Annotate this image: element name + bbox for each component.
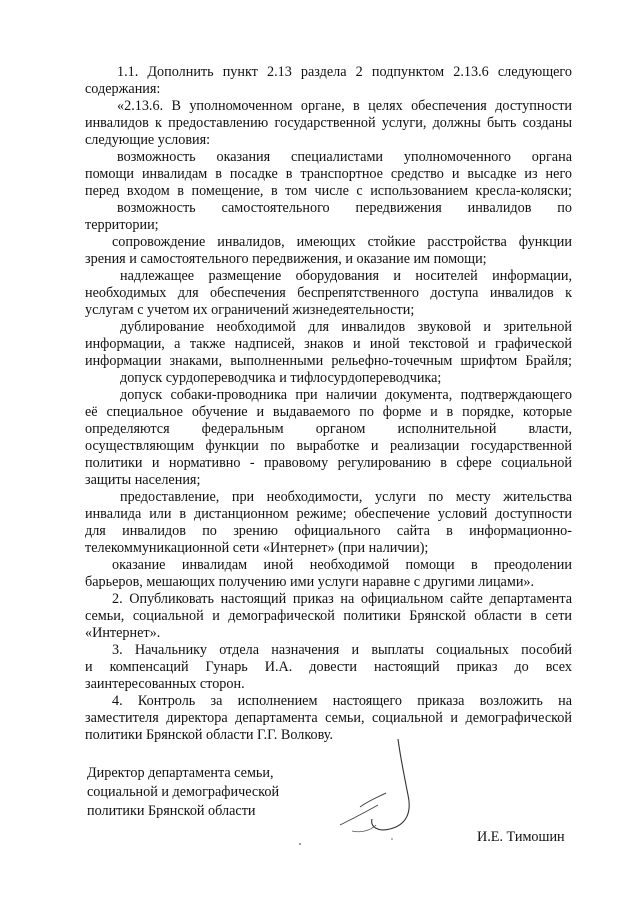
text-line: её специальное обучение и выдаваемого по форме и в порядке, которые	[85, 404, 572, 420]
signer-title-line: политики Брянской области	[87, 803, 256, 819]
text-line: помощи инвалидам в посадке в транспортное средство и высадке из него	[85, 166, 572, 182]
text-line: «Интернет».	[85, 625, 161, 641]
text-line: содержания:	[85, 81, 161, 97]
text-line: информации знаками, выполненными рельефно-точечным шрифтом Брайля;	[85, 353, 572, 369]
text-line: 4. Контроль за исполнением настоящего приказа возложить на	[112, 693, 572, 709]
text-line: перед входом в помещение, в том числе с использованием кресла-коляски;	[85, 183, 572, 199]
signer-title-line: социальной и демографической	[87, 784, 280, 800]
text-line: и компенсаций Гунарь И.А. довести настоящий приказ до всех	[85, 659, 572, 675]
text-line: политики Брянской области Г.Г. Волкову.	[85, 727, 334, 743]
text-line: определяются федеральным органом исполнительной власти,	[85, 421, 572, 437]
text-line: «2.13.6. В уполномоченном органе, в целях обеспечения доступности	[117, 98, 572, 114]
text-line: 3. Начальнику отдела назначения и выплаты социальных пособий	[112, 642, 572, 658]
text-line: надлежащее размещение оборудования и носителей информации,	[120, 268, 572, 284]
text-line: заместителя директора департамента семьи, социальной и демографической	[85, 710, 572, 726]
scan-dot	[298, 842, 302, 846]
text-line: заинтересованных сторон.	[85, 676, 245, 692]
text-line: инвалида или в дистанционном режиме; обеспечение условий доступности	[85, 506, 572, 522]
text-line: зрения и самостоятельного передвижения, и оказание им помощи;	[85, 251, 487, 267]
text-line: 1.1. Дополнить пункт 2.13 раздела 2 подпунктом 2.13.6 следующего	[117, 64, 572, 80]
text-line: возможность оказания специалистами уполномоченного органа	[117, 149, 572, 165]
text-line: необходимых для обеспечения беспрепятственного доступа инвалидов к	[85, 285, 572, 301]
text-line: политики и нормативно - правовому регулированию в сфере социальной	[85, 455, 572, 471]
text-line: информации, а также надписей, знаков и иной текстовой и графической	[85, 336, 572, 352]
text-line: дублирование необходимой для инвалидов звуковой и зрительной	[120, 319, 572, 335]
text-line: сопровождение инвалидов, имеющих стойкие расстройства функции	[112, 234, 572, 250]
text-line: осуществляющим функции по выработке и реализации государственной	[85, 438, 572, 454]
text-line: предоставление, при необходимости, услуги по месту жительства	[120, 489, 572, 505]
text-line: допуск собаки-проводника при наличии документа, подтверждающего	[120, 387, 572, 403]
text-line: 2. Опубликовать настоящий приказ на официальном сайте департамента	[112, 591, 572, 607]
signer-title-line: Директор департамента семьи,	[87, 765, 274, 781]
text-line: следующие условия:	[85, 132, 211, 148]
text-line: инвалидов к предоставлению государственной услуги, должны быть созданы	[85, 115, 572, 131]
signer-name: И.Е. Тимошин	[477, 829, 565, 845]
text-line: оказание инвалидам иной необходимой помощи в преодолении	[112, 557, 572, 573]
text-line: семьи, социальной и демографической политики Брянской области в сети	[85, 608, 572, 624]
text-line: для инвалидов по зрению официального сайта в информационно-	[85, 523, 572, 539]
text-line: барьеров, мешающих получению ими услуги наравне с другими лицами».	[85, 574, 535, 590]
text-line: допуск сурдопереводчика и тифлосурдопереводчика;	[120, 370, 442, 386]
text-line: защиты населения;	[85, 472, 201, 488]
handwritten-signature	[330, 735, 440, 855]
text-line: возможность самостоятельного передвижения инвалидов по	[117, 200, 572, 216]
text-line: территории;	[85, 217, 159, 233]
text-line: телекоммуникационной сети «Интернет» (при наличии);	[85, 540, 429, 556]
text-line: услугам с учетом их ограничений жизнедеятельности;	[85, 302, 415, 318]
